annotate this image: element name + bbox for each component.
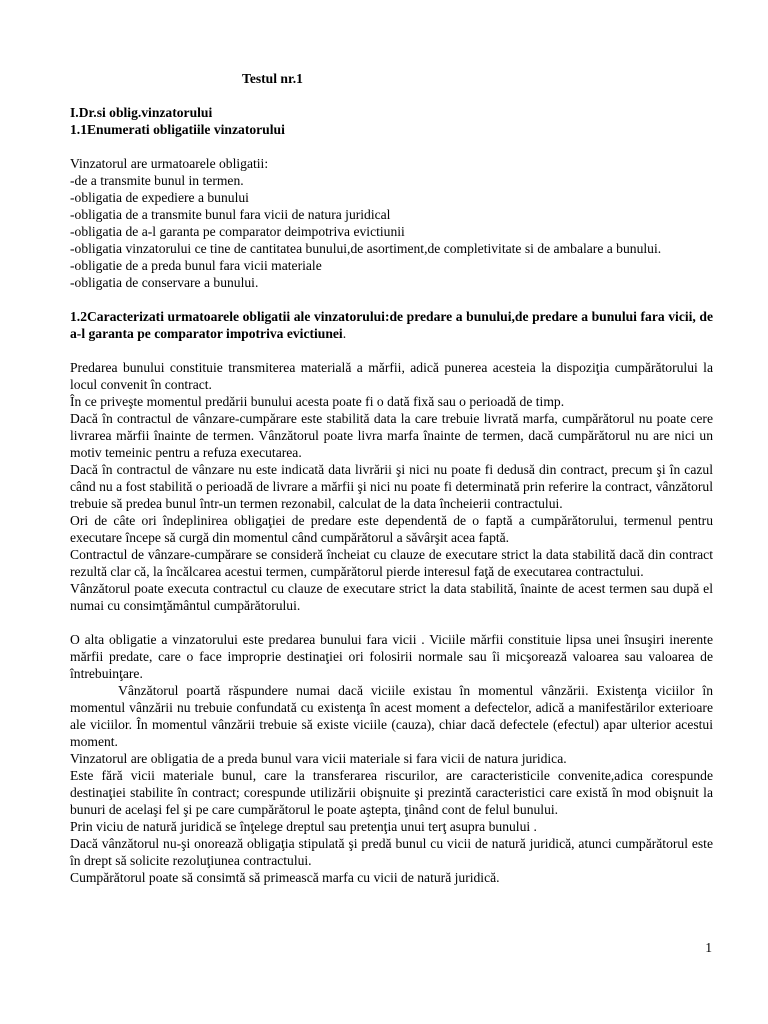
obligation-item: -obligatia de expediere a bunului [70,190,249,205]
paragraph: Este fără vicii materiale bunul, care la transferarea riscurilor, are caracteristicile convenite,adica corespunde destinaţiei stabilite în contract; corespunde utilizării obişnuite şi prezintă caracteristici care există în mod obişnuit la bunuri de acelaşi fel şi pe care cumpărătorul le poate aştepta, ţinând cont de felul bunului. [70,768,713,817]
obligations-intro: Vinzatorul are urmatoarele obligatii: [70,156,269,171]
paragraph: Cumpărătorul poate să consimtă să primească marfa cu vicii de natură juridică. [70,870,500,885]
section-subheading: 1.1Enumerati obligatiile vinzatorului [70,122,285,137]
obligation-item: -obligatia de conservare a bunului. [70,275,259,290]
obligation-item: -de a transmite bunul in termen. [70,173,244,188]
paragraph: Dacă în contractul de vânzare-cumpărare este stabilită data la care trebuie livrată marfa, cumpărătorul nu poate cere livrarea mărfii înainte de termen. Vânzătorul poate livra marfa înainte de termen, dacă cumpărătorul nu are nici un motiv temeinic pentru a refuza executarea. [70,411,713,460]
paragraph: Ori de câte ori îndeplinirea obligaţiei de predare este dependentă de o faptă a cumpărătorului, termenul pentru executare începe să curgă din momentul când cumpărătorul a săvârşit acea faptă. [70,513,713,545]
page-title: Testul nr.1 [242,71,303,86]
paragraph: Contractul de vânzare-cumpărare se consideră încheiat cu clauze de executare strict la data stabilită dacă din contract rezultă clar că, la încălcarea acestui termen, cumpărătorul pierde interesul faţă de executarea contractului. [70,547,713,579]
paragraph: Vinzatorul are obligatia de a preda bunul vara vicii materiale si fara vicii de natura juridica. [70,751,567,766]
section-2-heading-end: . [342,326,347,341]
paragraph: Dacă în contractul de vânzare nu este indicată data livrării şi nici nu poate fi dedusă din contract, precum şi în cazul când nu a fost stabilită o perioadă de livrare a mărfii şi nici nu poate fi determinată prin referire la contract, vânzătorul trebuie să predea bunul într-un termen rezonabil, calculat de la data încheierii contractului. [70,462,713,511]
paragraph: O alta obligatie a vinzatorului este predarea bunului fara vicii . Viciile mărfii constituie lipsa unei însuşiri inerente mărfii predate, care o face improprie destinaţiei ori folosirii normale sau îi micşorează valoarea sau valoarea de întrebuinţare. [70,632,713,681]
paragraph: Predarea bunului constituie transmiterea materială a mărfii, adică punerea acesteia la dispoziţia cumpărătorului la locul convenit în contract. [70,360,713,392]
paragraph: În ce priveşte momentul predării bunului acesta poate fi o dată fixă sau o perioadă de timp. [70,394,565,409]
obligation-item: -obligatia vinzatorului ce tine de cantitatea bunului,de asortiment,de completivitate si de ambalare a bunului. [70,241,662,256]
obligation-item: -obligatia de a-l garanta pe comparator deimpotriva evictiunii [70,224,405,239]
page-number: 1 [705,940,712,955]
section-heading: I.Dr.si oblig.vinzatorului [70,105,213,120]
obligation-item: -obligatia de a transmite bunul fara vicii de natura juridical [70,207,391,222]
indented-paragraph: Vânzătorul poartă răspundere numai dacă viciile existau în momentul vânzării. Existenţa viciilor în momentul vânzării nu trebuie confundată cu existenţa în acest moment a defectelor, adică a manifestărilor exterioare ale viciilor. În momentul vânzării trebuie să existe viciile (cauza), chiar dacă defectele (efectul) apar ulterior acestui moment. [70,683,713,749]
obligation-item: -obligatie de a preda bunul fara vicii materiale [70,258,322,273]
paragraph: Prin viciu de natură juridică se înţelege dreptul sau pretenţia unui terţ asupra bunului . [70,819,537,834]
section-2-heading-text: 1.2Caracterizati urmatoarele obligatii ale vinzatorului:de predare a bunului,de predare a bunului fara vicii, de a-l garanta pe comparator impotriva evictiunei [70,309,713,341]
paragraph: Dacă vânzătorul nu-şi onorează obligaţia stipulată şi predă bunul cu vicii de natură juridică, atunci cumpărătorul este în drept să solicite rezoluţiunea contractului. [70,836,713,868]
paragraph: Vânzătorul poate executa contractul cu clauze de executare strict la data stabilită, înainte de acest termen sau după el numai cu consimţământul cumpărătorului. [70,581,713,613]
document-page [70,70,713,886]
section-2-heading [70,308,713,342]
